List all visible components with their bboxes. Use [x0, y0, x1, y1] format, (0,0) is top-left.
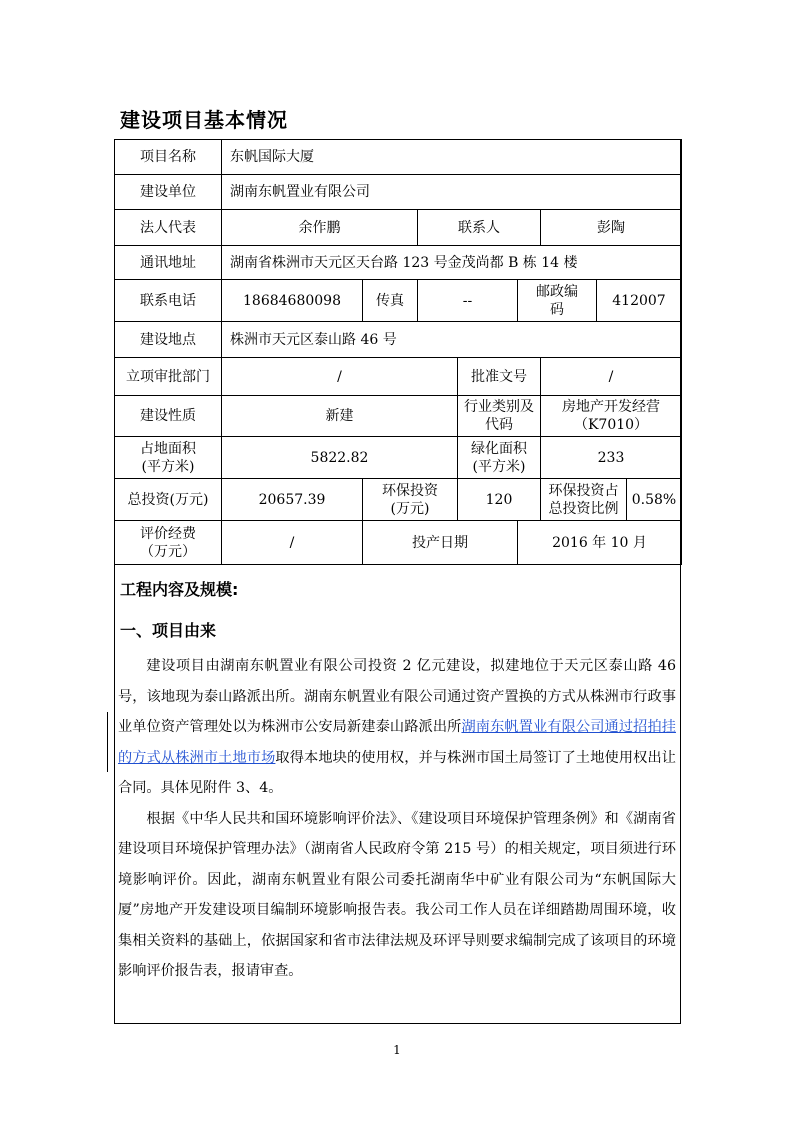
postcode-label-line1: 邮政编: [536, 283, 578, 300]
scope-heading: 工程内容及规模:: [120, 580, 239, 599]
cell-value: 0.58%: [627, 479, 682, 521]
postcode-label-line2: 码: [550, 301, 564, 318]
cell-value: /: [222, 358, 458, 396]
land-area-label-line1: 占地面积: [140, 440, 196, 457]
table-row: [115, 175, 682, 210]
cell-label: 建设单位: [115, 175, 222, 210]
cell-value: 株洲市天元区泰山路 46 号: [222, 322, 682, 358]
cell-value: [541, 396, 682, 437]
cell-label: 项目名称: [115, 140, 222, 175]
cell-value: --: [418, 280, 518, 322]
cell-value: 18684680098: [222, 280, 363, 322]
eval-fee-label-line1: 评价经费: [140, 525, 196, 542]
page-title: 建设项目基本情况: [120, 108, 288, 132]
cell-value: 120: [458, 479, 541, 521]
cell-label: [115, 437, 222, 479]
cell-label: 联系人: [418, 210, 541, 246]
body-text: [118, 651, 676, 987]
cell-value: 5822.82: [222, 437, 458, 479]
inline-link[interactable]: 湖南东帆置业有限公司通过招拍挂的方式从株洲市土地市场: [118, 719, 676, 766]
cell-label: 建设地点: [115, 322, 222, 358]
table-row: [115, 210, 682, 246]
cell-value: 东帆国际大厦: [222, 140, 682, 175]
cell-label: [363, 479, 458, 521]
table-row: [115, 521, 682, 565]
env-ratio-label-line1: 环保投资占: [548, 482, 619, 499]
cell-value: 新建: [222, 396, 458, 437]
table-row: [115, 358, 682, 396]
green-area-label-line1: 绿化面积: [471, 440, 527, 457]
cell-value: 233: [541, 437, 682, 479]
revision-bar: [107, 712, 108, 772]
cell-label: 建设性质: [115, 396, 222, 437]
env-inv-label-line1: 环保投资: [382, 482, 438, 499]
eval-fee-label-line2: （万元）: [140, 543, 196, 560]
paragraph: 根据《中华人民共和国环境影响评价法》、《建设项目环境保护管理条例》和《湖南省建设项目环境保护管理办法》（湖南省人民政府令第 215 号）的相关规定，项目须进行环境影响评价。因此，湖南东帆置业有限公司委托湖南华中矿业有限公司为“东帆国际大厦”房地产开发建设项目编制环境影响报告表。我公司工作人员在详细踏勘周围环境，收集相关资料的基础上，依据国家和省市法律法规及环评导则要求编制完成了该项目的环境影响评价报告表，报请审查。: [118, 810, 676, 979]
industry-line1: 房地产开发经营: [562, 399, 660, 415]
cell-value: /: [541, 358, 682, 396]
cell-label: 批准文号: [458, 358, 541, 396]
table-row: [115, 246, 682, 280]
page-number: 1: [393, 1043, 401, 1057]
cell-label: 传真: [363, 280, 418, 322]
land-area-label-line2: (平方米): [141, 458, 195, 475]
cell-label: 立项审批部门: [115, 358, 222, 396]
env-inv-label-line2: (万元): [390, 500, 430, 517]
para1-text-a: 建设项目由湖南东帆置业有限公司投资 2 亿元建设，拟建地位于天元区泰山路 46 号，该地现为泰山路派出所。湖南东帆置业有限公司通过资产置换的方式从株洲市行政事业单位资产管理处以为株洲市公安局新建泰山路派出所: [118, 658, 676, 735]
cell-label: [541, 479, 627, 521]
cell-value: /: [222, 521, 363, 565]
cell-label: 法人代表: [115, 210, 222, 246]
cell-value: 湖南东帆置业有限公司: [222, 175, 682, 210]
cell-label: [115, 521, 222, 565]
cell-value: 20657.39: [222, 479, 363, 521]
table-row: [115, 140, 682, 175]
basic-info-table: [114, 139, 682, 565]
cell-value: 彭陶: [541, 210, 682, 246]
cell-label: 投产日期: [363, 521, 518, 565]
cell-value: 余作鹏: [222, 210, 418, 246]
env-ratio-label-line2: 总投资比例: [548, 500, 619, 517]
cell-label: 总投资(万元): [115, 479, 222, 521]
origin-heading: 一、项目由来: [120, 621, 217, 640]
cell-value: 2016 年 10 月: [518, 521, 682, 565]
table-row: [115, 396, 682, 437]
cell-label: 行业类别及代码: [458, 396, 541, 437]
cell-value: 412007: [597, 280, 682, 322]
cell-label: 通讯地址: [115, 246, 222, 280]
table-row: [115, 280, 682, 322]
cell-value: 湖南省株洲市天元区天台路 123 号金茂尚都 B 栋 14 楼: [222, 246, 682, 280]
table-row: [115, 322, 682, 358]
para1-text-b: 取得本地块的使用权，并与株洲市国土局签订了土地使用权出让合同。具体见附件 3、4。: [118, 749, 676, 796]
green-area-label-line2: (平方米): [472, 458, 526, 475]
cell-label: [518, 280, 597, 322]
paragraph: [118, 651, 676, 804]
industry-line2: （K7010）: [573, 417, 649, 433]
table-row: [115, 479, 682, 521]
cell-label: [458, 437, 541, 479]
cell-label: 联系电话: [115, 280, 222, 322]
table-row: [115, 437, 682, 479]
